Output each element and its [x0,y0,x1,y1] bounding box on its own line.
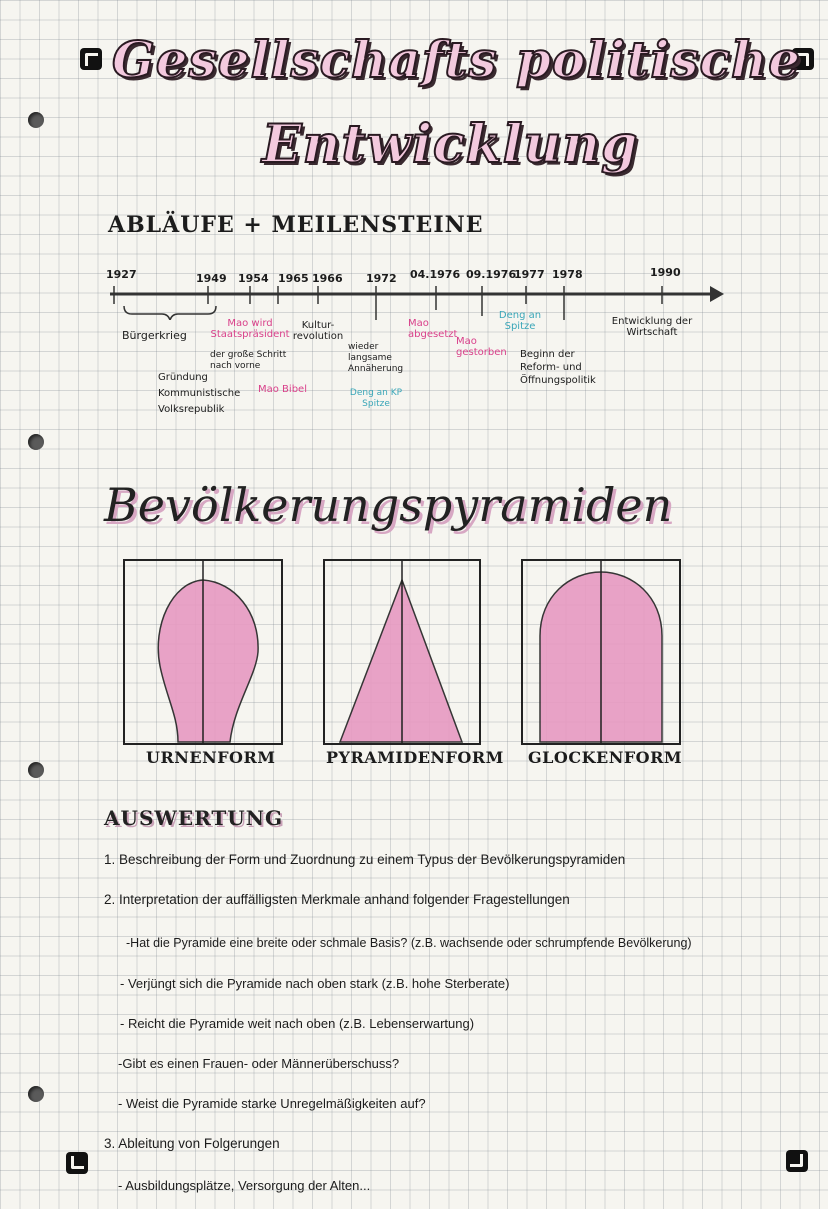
section-heading-pyramids: Bevölkerungspyramiden [104,478,673,532]
timeline-year: 1954 [238,272,269,285]
evaluation-question: - Verjüngt sich die Pyramide nach oben stark (z.B. hohe Sterberate) [120,976,510,991]
timeline-event: Mao abgesetzt [408,318,458,340]
timeline-year: 1949 [196,272,227,285]
timeline-event: Gründung Kommunistische Volksrepublik [158,372,241,415]
timeline-event: Deng an Spitze [498,310,542,332]
evaluation-item: 2. Interpretation der auffälligsten Merkmale anhand folgender Fragestellungen [104,892,570,907]
pyramid-label: PYRAMIDENFORM [326,748,504,767]
timeline-event: der große Schritt nach vorne [210,350,287,371]
timeline-year: 04.1976 [410,268,461,281]
section-heading-timeline: ABLÄUFE + MEILENSTEINE [108,212,484,238]
corner-marker-icon [66,1152,88,1174]
evaluation-question: - Weist die Pyramide starke Unregelmäßigkeiten auf? [118,1096,426,1111]
timeline-event: Bürgerkrieg [122,329,187,342]
evaluation-subitem: - Ausbildungsplätze, Versorgung der Alten... [118,1178,371,1193]
evaluation-question: -Hat die Pyramide eine breite oder schmale Basis? (z.B. wachsende oder schrumpfende Bevölkerung) [126,936,692,950]
corner-marker-icon [80,48,102,70]
timeline-event: wieder langsame Annäherung [348,342,404,374]
urn-pyramid-diagram [124,560,282,744]
timeline-axis [100,280,730,320]
timeline-year: 1966 [312,272,343,285]
page-title-line2: Entwicklung [262,114,639,175]
binder-hole [28,762,44,778]
corner-marker-icon [786,1150,808,1172]
binder-hole [28,1086,44,1102]
timeline-year: 1972 [366,272,397,285]
evaluation-question: -Gibt es einen Frauen- oder Männerüberschuss? [118,1056,400,1071]
triangle-pyramid-diagram [324,560,480,744]
population-pyramids [120,556,690,748]
evaluation-question: - Reicht die Pyramide weit nach oben (z.B. Lebenserwartung) [120,1016,475,1031]
timeline-event: Beginn der Reform- und Öffnungspolitik [520,349,596,386]
timeline-event: Deng an KP Spitze [349,388,403,409]
timeline-event: Mao wird Staatspräsident [210,318,290,340]
evaluation-item: 1. Beschreibung der Form und Zuordnung zu einem Typus der Bevölkerungspyramiden [104,852,626,867]
timeline-year: 1927 [106,268,137,281]
timeline-event: Mao gestorben [456,336,507,358]
pyramid-label: URNENFORM [146,748,276,767]
timeline-event: Kultur-revolution [292,320,344,342]
timeline-year: 09.1976 [466,268,517,281]
timeline-year: 1978 [552,268,583,281]
evaluation-item: 3. Ableitung von Folgerungen [104,1136,280,1151]
timeline-year: 1965 [278,272,309,285]
timeline-event: Entwicklung der Wirtschaft [611,316,693,338]
page-title-line1: Gesellschafts politische [112,30,802,89]
timeline-event: Mao Bibel [258,384,307,395]
evaluation-heading: AUSWERTUNG [104,806,284,830]
pyramid-label: GLOCKENFORM [528,748,683,767]
timeline-year: 1977 [514,268,545,281]
bell-pyramid-diagram [522,560,680,744]
timeline-year: 1990 [650,266,681,279]
binder-hole [28,434,44,450]
binder-hole [28,112,44,128]
